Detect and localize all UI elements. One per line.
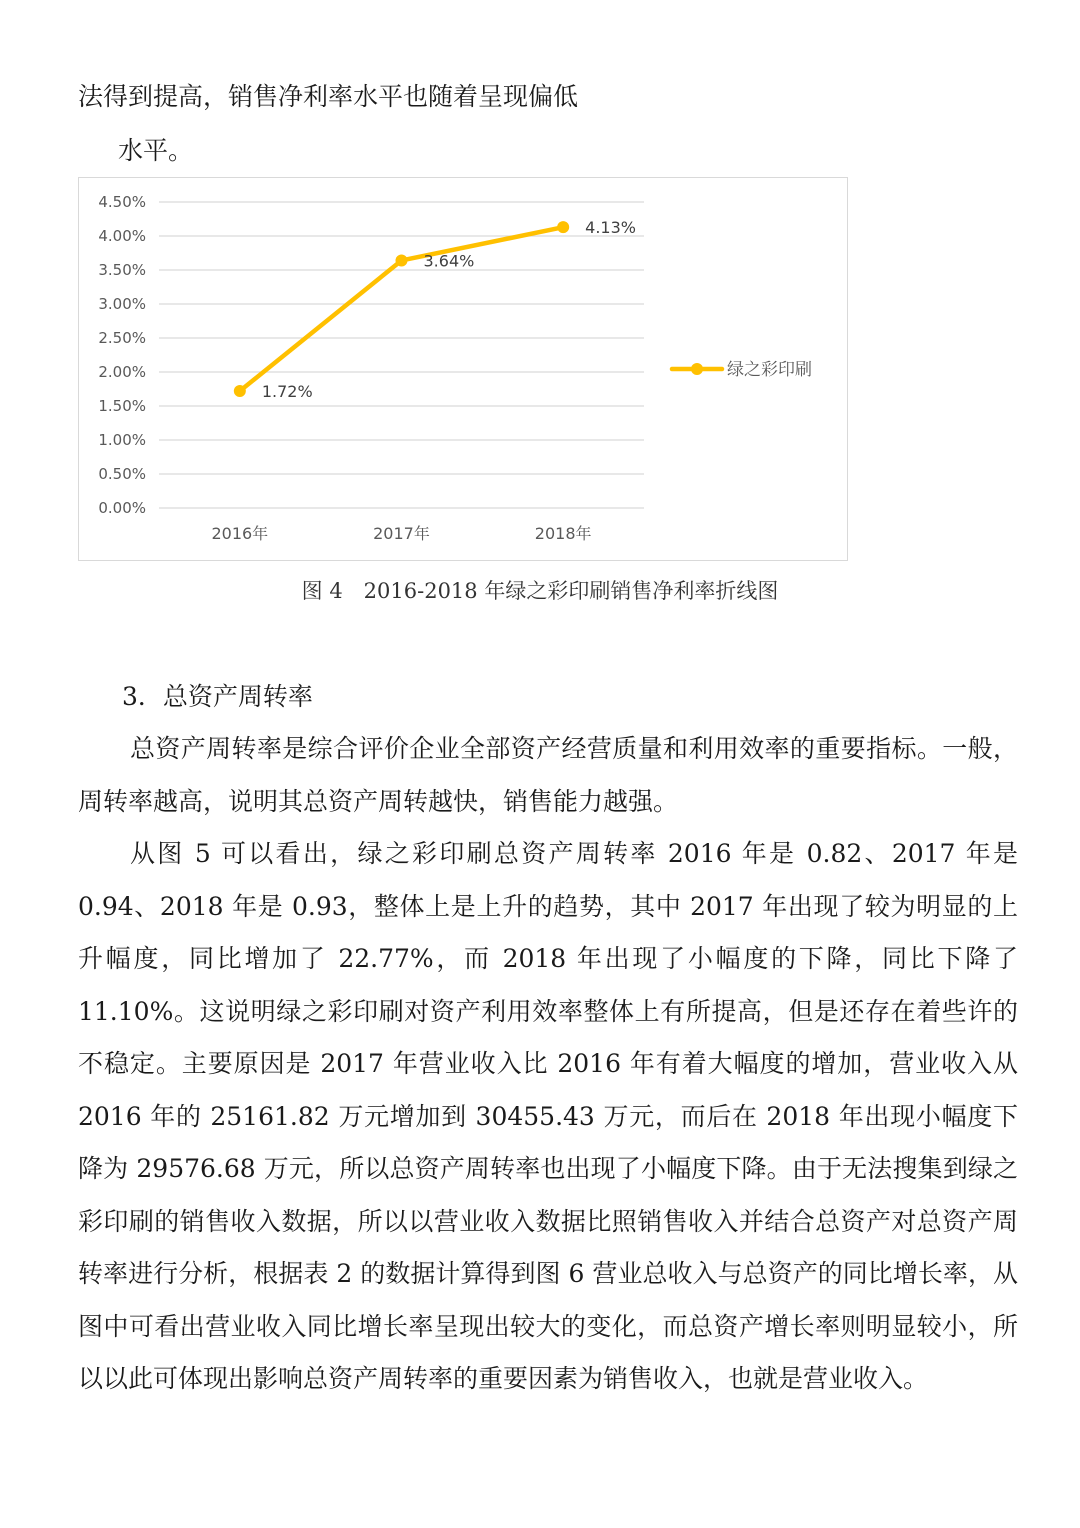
section-heading: 3．总资产周转率 [122, 682, 313, 711]
x-tick-label: 2017年 [373, 524, 430, 543]
y-tick-label: 2.50% [98, 329, 146, 347]
chart-container [78, 177, 848, 561]
y-tick-label: 3.50% [98, 261, 146, 279]
intro-line-2: 水平。 [118, 136, 194, 165]
intro-line-1: 法得到提高，销售净利率水平也随着呈现偏低 [78, 82, 579, 111]
data-label: 4.13% [585, 218, 636, 238]
x-tick-label: 2016年 [211, 524, 269, 543]
y-tick-label: 2.00% [98, 363, 146, 381]
paragraph-2: 从图 5 可以看出，绿之彩印刷总资产周转率 2016 年是 0.82、2017 年是 0.94、2018 年是 0.93，整体上是上升的趋势，其中 2017 年出现了较为明显的上升幅度，同比增加了 22.77%，而 2018 年出现了小幅度的下降，同比下降了 11.10%。这说明绿之彩印刷对资产利用效率整体上有所提高，但是还存在着些许的不稳定。主要原因是 2017 年营业收入比 2016 年有着大幅度的增加，营业收入从 2016 年的 25161.82 万元增加到 30455.43 万元，而后在 2018 年出现小幅度下降为 29576.68 万元，所以总资产周转率也出现了小幅度下降。由于无法搜集到绿之彩印刷的销售收入数据，所以以营业收入数据比照销售收入并结合总资产对总资产周转率进行分析，根据表 2 的数据计算得到图 6 营业总收入与总资产的同比增长率，从图中可看出营业收入同比增长率呈现出较大的变化，而总资产增长率则明显较小，所以以此可体现出影响总资产周转率的重要因素为销售收入，也就是营业收入。 [78, 839, 1018, 1393]
net-profit-margin-line-chart [79, 178, 847, 560]
data-label: 3.64% [423, 251, 475, 271]
data-point [396, 254, 408, 266]
y-tick-label: 4.50% [98, 193, 146, 211]
data-point [557, 221, 569, 233]
y-tick-label: 1.00% [98, 431, 146, 449]
y-tick-label: 1.50% [98, 397, 146, 415]
y-tick-label: 4.00% [98, 227, 146, 245]
data-label: 1.72% [261, 382, 313, 402]
series-line [240, 227, 563, 391]
paragraph-1: 总资产周转率是综合评价企业全部资产经营质量和利用效率的重要指标。一般，周转率越高，说明其总资产周转越快，销售能力越强。 [78, 734, 1018, 816]
data-point [234, 385, 246, 397]
legend-label: 绿之彩印刷 [727, 360, 812, 380]
figure-caption: 图 4 2016-2018 年绿之彩印刷销售净利率折线图 [301, 579, 779, 603]
y-tick-label: 0.00% [98, 499, 146, 517]
x-tick-label: 2018年 [534, 524, 592, 543]
y-tick-label: 0.50% [98, 465, 146, 483]
y-tick-label: 3.00% [98, 295, 146, 313]
legend-marker [691, 363, 703, 375]
